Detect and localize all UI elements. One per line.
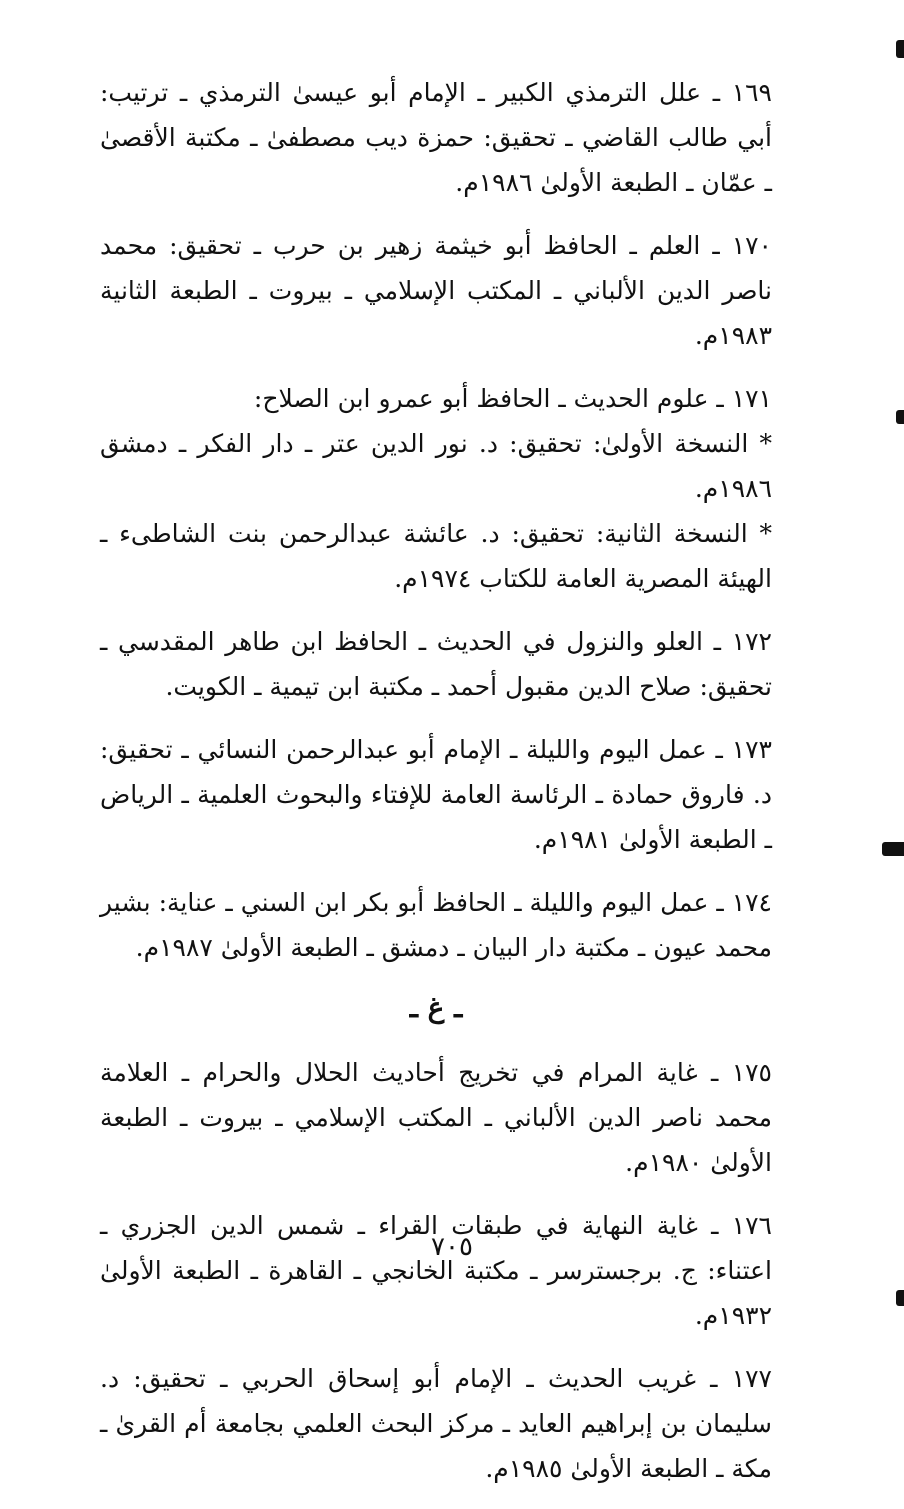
entry-text: ١٧٣ ـ عمل اليوم والليلة ـ الإمام أبو عبدالرحمن النسائي ـ تحقيق: د. فاروق حمادة ـ الرئاسة العامة للإفتاء والبحوث العلمية ـ الرياض ـ الطبعة الأولىٰ ١٩٨١م. (100, 735, 772, 854)
entry-text: ١٧٢ ـ العلو والنزول في الحديث ـ الحافظ ابن طاهر المقدسي ـ تحقيق: صلاح الدين مقبول أحمد ـ مكتبة ابن تيمية ـ الكويت. (100, 627, 772, 701)
entry-text: ١٧١ ـ علوم الحديث ـ الحافظ أبو عمرو ابن الصلاح: (253, 384, 772, 413)
entry-subitem-second-copy: * النسخة الثانية: تحقيق: د. عائشة عبدالرحمن بنت الشاطىء ـ الهيئة المصرية العامة للكتاب ١٩٧٤م. (100, 519, 772, 593)
entry-text: ١٧٦ ـ غاية النهاية في طبقات القراء ـ شمس الدين الجزري ـ اعتناء: ج. برجسترسر ـ مكتبة الخانجي ـ القاهرة ـ الطبعة الأولىٰ ١٩٣٢م. (100, 1211, 772, 1330)
entry-text: ١٧٥ ـ غاية المرام في تخريج أحاديث الحلال والحرام ـ العلامة محمد ناصر الدين الألباني ـ المكتب الإسلامي ـ بيروت ـ الطبعة الأولىٰ ١٩٨٠م. (100, 1058, 772, 1177)
entry-subitem-first-copy: * النسخة الأولىٰ: تحقيق: د. نور الدين عتر ـ دار الفكر ـ دمشق ١٩٨٦م. (100, 429, 772, 503)
entry-text: ١٦٩ ـ علل الترمذي الكبير ـ الإمام أبو عيسىٰ الترمذي ـ ترتيب: أبي طالب القاضي ـ تحقيق: حمزة ديب مصطفىٰ ـ مكتبة الأقصىٰ ـ عمّان ـ الطبعة الأولىٰ ١٩٨٦م. (100, 78, 772, 197)
bibliography-entry-172 (100, 619, 772, 709)
entry-text: ١٧٤ ـ عمل اليوم والليلة ـ الحافظ أبو بكر ابن السني ـ عناية: بشير محمد عيون ـ مكتبة دار البيان ـ دمشق ـ الطبعة الأولىٰ ١٩٨٧م. (100, 888, 772, 962)
bibliography-entry-174 (100, 880, 772, 970)
scan-edge-mark (896, 1290, 904, 1306)
scan-edge-mark (896, 40, 904, 58)
section-heading-ghain: ـ غ ـ (409, 991, 463, 1024)
entry-text: ١٧٧ ـ غريب الحديث ـ الإمام أبو إسحاق الحربي ـ تحقيق: د. سليمان بن إبراهيم العايد ـ مركز البحث العلمي بجامعة أم القرىٰ ـ مكة ـ الطبعة الأولىٰ ١٩٨٥م. (100, 1364, 772, 1483)
page-number: ٧٠٥ (431, 1232, 473, 1262)
bibliography-entry-169 (100, 70, 772, 205)
bibliography-entry-171 (100, 376, 772, 601)
bibliography-entry-176 (100, 1203, 772, 1338)
bibliography-entry-173 (100, 727, 772, 862)
bibliography-entry-177 (100, 1356, 772, 1491)
scan-edge-mark (896, 410, 904, 424)
bibliography-entry-170 (100, 223, 772, 358)
bibliography-page (100, 70, 772, 1509)
bibliography-entry-175 (100, 1050, 772, 1185)
scan-edge-mark (882, 842, 904, 856)
entry-text: ١٧٠ ـ العلم ـ الحافظ أبو خيثمة زهير بن حرب ـ تحقيق: محمد ناصر الدين الألباني ـ المكتب الإسلامي ـ بيروت ـ الطبعة الثانية ١٩٨٣م. (100, 231, 772, 350)
